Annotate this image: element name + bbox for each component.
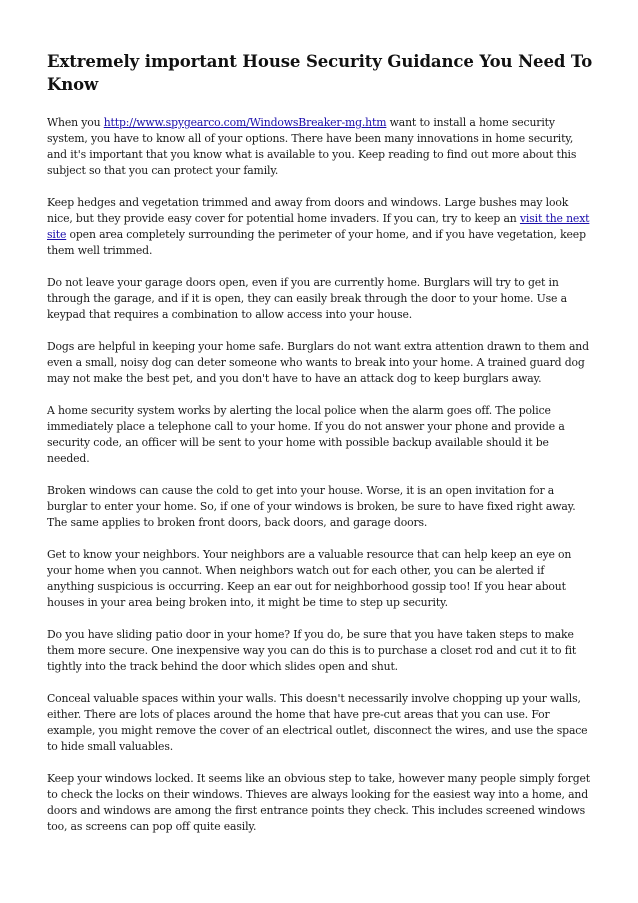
paragraph-text: want to install a home security system, you have to know all of your options. There have been many innovations in home security, and it's important that you know what is available to you. Keep reading to find out more about this subject so that you can protect your family. bbox=[47, 116, 577, 177]
paragraph-broken-windows: Broken windows can cause the cold to get into your house. Worse, it is an open invitation for a burglar to enter your home. So, if one of your windows is broken, be sure to have fixed right away. The same applies to broken front doors, back doors, and garage doors. bbox=[47, 484, 576, 529]
page-title: Extremely important House Security Guidance You Need To Know bbox=[47, 52, 593, 94]
document-page bbox=[47, 50, 593, 851]
paragraph-alarm-system: A home security system works by alerting the local police when the alarm goes off. The police immediately place a telephone call to your home. If you do not answer your phone and provide a security code, an officer will be sent to your home with possible backup available should it be needed. bbox=[47, 404, 565, 465]
paragraph-intro bbox=[47, 115, 593, 179]
paragraph-hedges bbox=[47, 195, 593, 259]
paragraph-lock-windows: Keep your windows locked. It seems like an obvious step to take, however many people simply forget to check the locks on their windows. Thieves are always looking for the easiest way into a home, and doors and windows are among the first entrance points they check. This includes screened windows too, as screens can pop off quite easily. bbox=[47, 772, 590, 833]
paragraph-patio-door: Do you have sliding patio door in your home? If you do, be sure that you have taken steps to make them more secure. One inexpensive way you can do this is to purchase a closet rod and cut it to fit tightly into the track behind the door which slides open and shut. bbox=[47, 628, 577, 673]
paragraph-text: open area completely surrounding the perimeter of your home, and if you have vegetation, keep them well trimmed. bbox=[47, 228, 586, 257]
paragraph-dogs: Dogs are helpful in keeping your home safe. Burglars do not want extra attention drawn to them and even a small, noisy dog can deter someone who wants to break into your home. A trained guard dog may not make the best pet, and you don't have to have an attack dog to keep burglars away. bbox=[47, 340, 589, 385]
spygear-link[interactable]: http://www.spygearco.com/WindowsBreaker-mg.htm bbox=[103, 116, 387, 129]
paragraph-garage: Do not leave your garage doors open, even if you are currently home. Burglars will try to get in through the garage, and if it is open, they can easily break through the door to your home. Use a keypad that requires a combination to allow access into your house. bbox=[47, 276, 567, 321]
visit-next-site-link[interactable]: visit the next site bbox=[47, 212, 590, 241]
paragraph-conceal-valuables: Conceal valuable spaces within your walls. This doesn't necessarily involve chopping up your walls, either. There are lots of places around the home that have pre-cut areas that you can use. For example, you might remove the cover of an electrical outlet, disconnect the wires, and use the space to hide small valuables. bbox=[47, 692, 588, 753]
paragraph-text: When you bbox=[47, 116, 104, 129]
paragraph-text: Keep hedges and vegetation trimmed and away from doors and windows. Large bushes may look nice, but they provide easy cover for potential home invaders. If you can, try to keep an bbox=[47, 196, 569, 225]
paragraph-neighbors: Get to know your neighbors. Your neighbors are a valuable resource that can help keep an eye on your home when you cannot. When neighbors watch out for each other, you can be alerted if anything suspicious is occurring. Keep an ear out for neighborhood gossip too! If you hear about houses in your area being broken into, it might be time to step up security. bbox=[47, 548, 572, 609]
